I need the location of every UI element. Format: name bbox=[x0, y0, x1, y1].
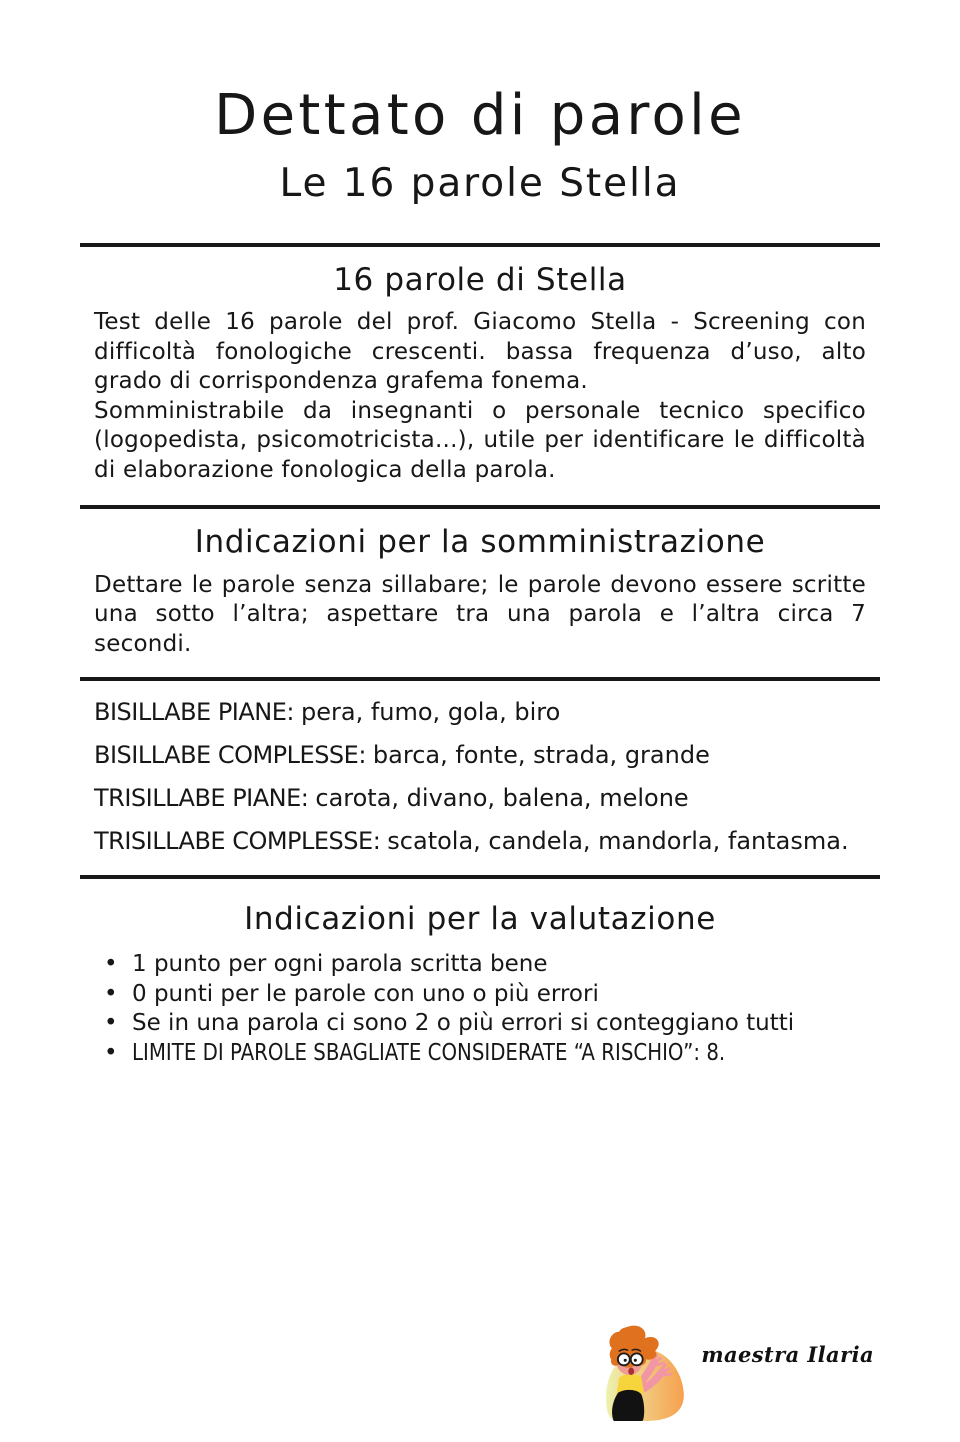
word-list-label: TRISILLABE COMPLESSE: bbox=[94, 827, 381, 856]
word-list-bisillabe-piane bbox=[94, 691, 866, 734]
section-valutazione-heading: Indicazioni per la valutazione bbox=[244, 901, 716, 938]
divider bbox=[80, 505, 880, 509]
divider bbox=[80, 677, 880, 681]
bullet-item: • 1 punto per ogni parola scritta bene bbox=[94, 950, 866, 980]
word-list-trisillabe-piane bbox=[94, 777, 866, 820]
section-somministrazione-heading: Indicazioni per la somministrazione bbox=[194, 524, 766, 561]
intro-paragraph-2: Somministrabile da insegnanti o personale tecnico specifico (logopedista, psicomotricista...), utile per identificare le difficoltà di elaborazione fonologica della parola. bbox=[94, 397, 866, 483]
section-somministrazione bbox=[80, 524, 880, 659]
divider bbox=[80, 243, 880, 247]
page-subtitle: Le 16 parole Stella bbox=[279, 161, 681, 207]
word-list-trisillabe-complesse bbox=[94, 820, 866, 863]
bullet-item: • LIMITE DI PAROLE SBAGLIATE CONSIDERATE “A RISCHIO”: 8. bbox=[94, 1039, 866, 1069]
section-valutazione bbox=[80, 901, 880, 1068]
word-list-bisillabe-complesse bbox=[94, 734, 866, 777]
word-list-label: BISILLABE PIANE: bbox=[94, 698, 294, 727]
section-intro-heading: 16 parole di Stella bbox=[333, 262, 627, 299]
brand-logo bbox=[599, 1324, 874, 1426]
somministrazione-paragraph: Dettare le parole senza sillabare; le parole devono essere scritte una sotto l’altra; aspettare tra una parola e l’altra circa 7 secondi. bbox=[94, 571, 866, 657]
valutazione-bullet-list bbox=[80, 950, 880, 1068]
word-list-words: scatola, candela, mandorla, fantasma. bbox=[387, 827, 849, 856]
word-list-words: pera, fumo, gola, biro bbox=[301, 698, 561, 727]
bullet-item: • Se in una parola ci sono 2 o più errori si conteggiano tutti bbox=[94, 1009, 866, 1039]
section-intro bbox=[80, 262, 880, 485]
intro-paragraph-1: Test delle 16 parole del prof. Giacomo Stella - Screening con difficoltà fonologiche crescenti. bassa frequenza d’uso, alto grado di corrispondenza grafema fonema. bbox=[94, 309, 866, 395]
teacher-character-icon bbox=[599, 1324, 691, 1426]
brand-name: maestra Ilaria bbox=[701, 1342, 874, 1367]
bullet-item: • 0 punti per le parole con uno o più errori bbox=[94, 980, 866, 1010]
word-list-label: BISILLABE COMPLESSE: bbox=[94, 741, 366, 770]
word-list-words: carota, divano, balena, melone bbox=[315, 784, 689, 813]
word-list-words: barca, fonte, strada, grande bbox=[372, 741, 710, 770]
page-title: Dettato di parole bbox=[214, 83, 746, 148]
divider bbox=[80, 875, 880, 879]
word-list-label: TRISILLABE PIANE: bbox=[94, 784, 309, 813]
word-lists bbox=[80, 691, 880, 863]
document-page bbox=[80, 84, 880, 1068]
